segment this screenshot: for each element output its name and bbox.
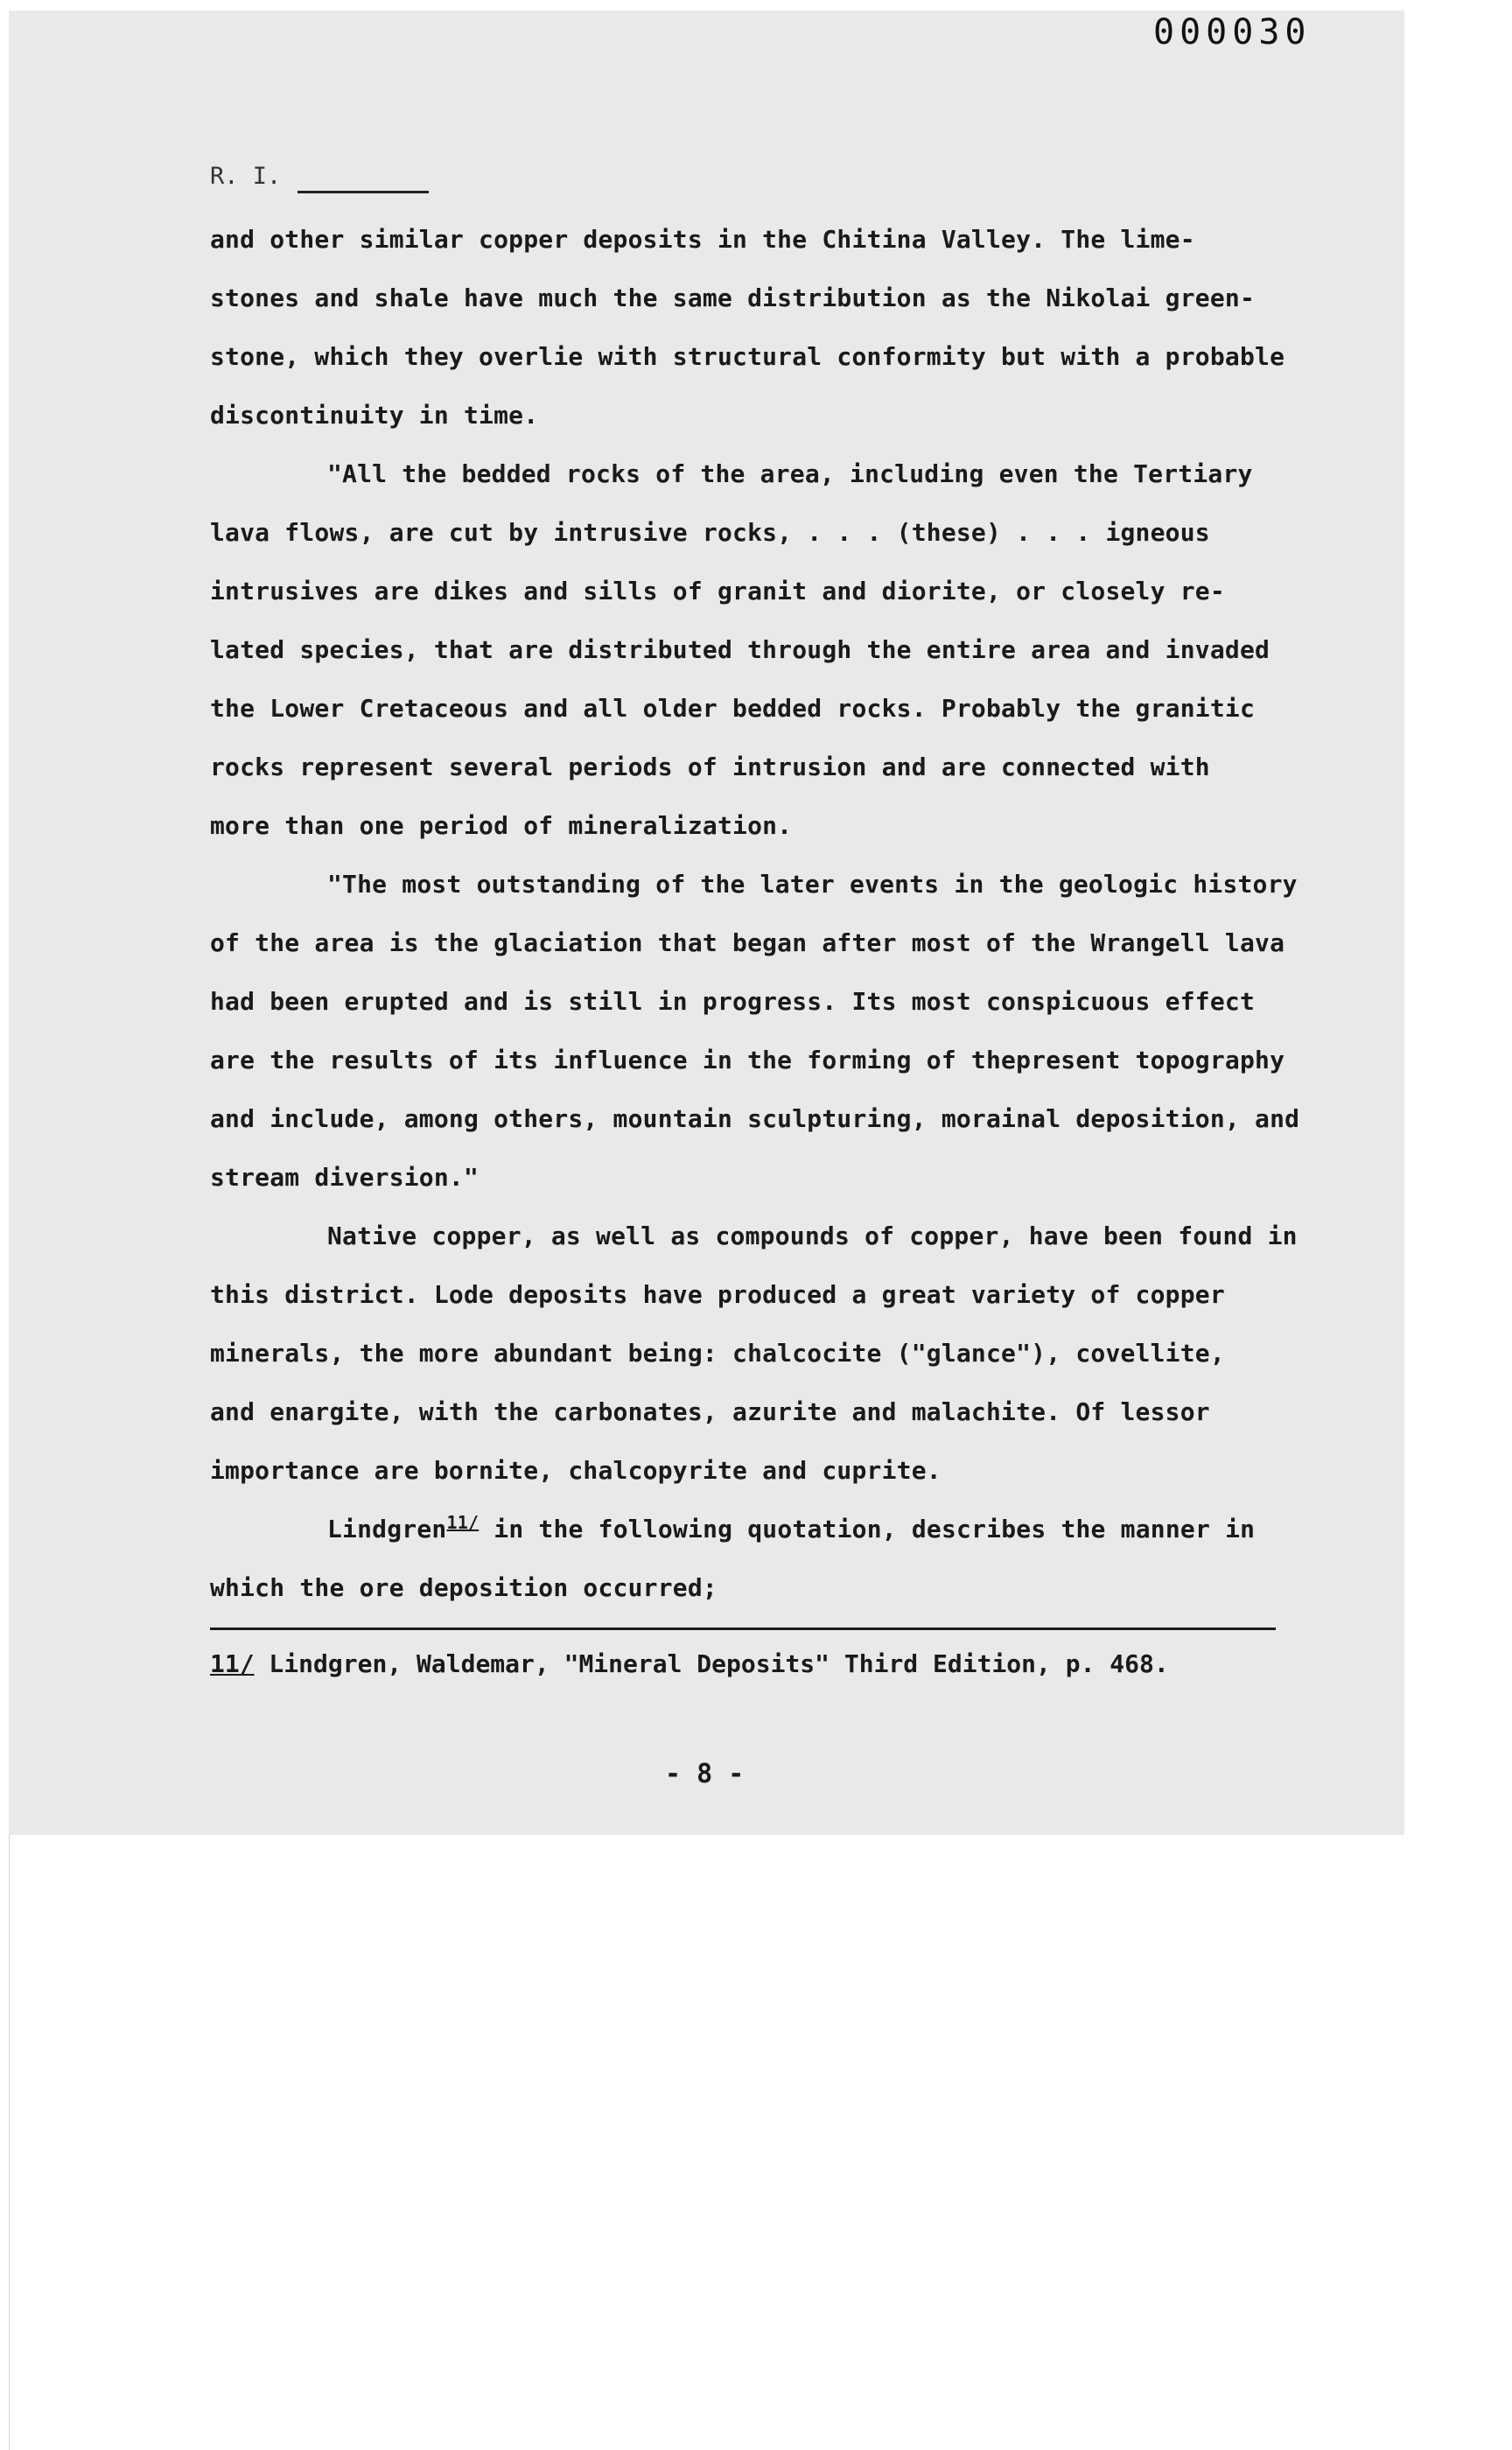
paragraph-4 (210, 1207, 1298, 1500)
text-line: are the results of its influence in the forming of thepresent topography (210, 1046, 1285, 1074)
text-line: the Lower Cretaceous and all older bedded rocks. Probably the granitic (210, 694, 1256, 723)
text-line: and other similar copper deposits in the Chitina Valley. The lime- (210, 225, 1195, 254)
page-number: - 8 - (665, 1759, 745, 1789)
paragraph-5 (210, 1500, 1295, 1617)
text-line: had been erupted and is still in progress. Its most conspicuous effect (210, 987, 1256, 1016)
text-line: and enargite, with the carbonates, azurite and malachite. Of lessor (210, 1397, 1210, 1426)
paragraph-3 (210, 855, 1300, 1207)
text-line: of the area is the glaciation that began after most of the Wrangell lava (210, 928, 1285, 957)
text-line: stream diversion." (210, 1163, 480, 1192)
text-line: "The most outstanding of the later events in the geologic history (327, 870, 1298, 899)
footnote-text: Lindgren, Waldemar, "Mineral Deposits" Third Edition, p. 468. (254, 1649, 1169, 1678)
paragraph-1 (210, 210, 1295, 444)
text-line: discontinuity in time. (210, 401, 539, 430)
text-line: and include, among others, mountain sculpturing, morainal deposition, and (210, 1104, 1300, 1133)
lindgren-name: Lindgren (327, 1515, 447, 1544)
text-line: which the ore deposition occurred; (210, 1573, 718, 1602)
text-fragment: in the following quotation, describes the manner in (479, 1515, 1256, 1544)
text-line: stone, which they overlie with structural conformity but with a probable (210, 342, 1285, 371)
footnote (210, 1649, 1169, 1678)
text-line: rocks represent several periods of intrusion and are connected with (210, 752, 1210, 781)
paragraph-2 (210, 444, 1295, 855)
text-line: intrusives are dikes and sills of granit and diorite, or closely re- (210, 577, 1225, 606)
text-line: minerals, the more abundant being: chalcocite ("glance"), covellite, (210, 1339, 1225, 1368)
text-line: lava flows, are cut by intrusive rocks, . . . (these) . . . igneous (210, 518, 1210, 547)
footnote-reference: 11/ (446, 1512, 480, 1533)
footnote-rule (210, 1628, 1276, 1630)
text-line: more than one period of mineralization. (210, 811, 793, 840)
ri-label: R. I. (210, 163, 282, 190)
scan-edge (9, 1835, 10, 2450)
ri-blank-line (298, 191, 429, 193)
text-line: lated species, that are distributed through the entire area and invaded (210, 635, 1270, 664)
text-line (210, 1500, 1295, 1558)
text-line: importance are bornite, chalcopyrite and cuprite. (210, 1456, 942, 1485)
text-line: "All the bedded rocks of the area, including even the Tertiary (327, 459, 1253, 488)
body-text (210, 210, 1300, 1617)
text-line: this district. Lode deposits have produced a great variety of copper (210, 1280, 1225, 1309)
text-line: stones and shale have much the same distribution as the Nikolai green- (210, 284, 1256, 312)
document-number: 000030 (1153, 12, 1312, 52)
text-line: Native copper, as well as compounds of copper, have been found in (327, 1222, 1298, 1250)
footnote-mark: 11/ (210, 1649, 255, 1678)
